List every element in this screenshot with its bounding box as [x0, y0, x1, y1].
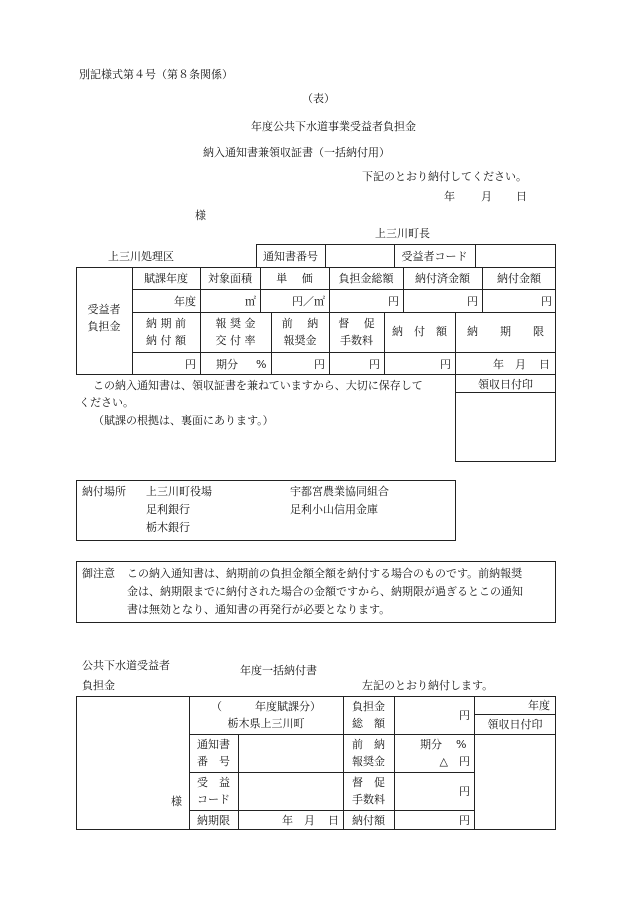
header-prepay-incentive-1: 前 納: [281, 317, 319, 330]
page-title: 年度公共下水道事業受益者負担金: [251, 120, 416, 133]
stub-reminder-label-2: 手数料: [352, 793, 385, 806]
stub-deadline-day: 日: [328, 814, 339, 827]
note-line-1: この納入通知書は、領収証書を兼ねていますから、大切に保存して: [93, 379, 423, 392]
stub-deadline-year: 年: [282, 814, 293, 827]
beneficiary-charge-label-1: 受益者: [87, 303, 121, 316]
issuer-name: 上三川町長: [375, 227, 430, 240]
instruction-text: 下記のとおり納付してください。: [362, 170, 527, 183]
payment-place: 栃木銀行: [146, 521, 190, 534]
stub-levy-year: （ 年度賦課分）: [211, 700, 321, 713]
stub-notice-no-label-2: 番 号: [197, 755, 230, 768]
deadline-year: 年: [493, 358, 504, 371]
stub-percent-unit: %: [456, 738, 467, 751]
stub-center-title: 年度一括納付書: [240, 664, 317, 677]
stub-code-label-2: コード: [197, 793, 230, 806]
header-incentive-rate-2: 交 付 率: [215, 334, 256, 347]
stub-receipt-stamp-label: 領収日付印: [487, 718, 543, 731]
header-deadline: 納 期 限: [467, 325, 544, 338]
stub-code-label-1: 受 益: [197, 776, 230, 789]
unit-paid-yen: 円: [467, 295, 478, 308]
header-paid-amount: 納付済金額: [415, 272, 470, 285]
unit-year: 年度: [174, 295, 196, 308]
header-prepay-amount-1: 納 期 前: [146, 317, 186, 330]
stub-pay-amount-yen: 円: [459, 814, 470, 827]
caution-line-2: 金は、納期限までに納付された場合の金額ですから、納期限が過ぎるとこの通知: [127, 585, 523, 598]
header-incentive-rate-1: 報 奨 金: [215, 317, 256, 330]
form-id: 別記様式第４号（第８条関係）: [79, 68, 233, 81]
unit-percent: %: [256, 358, 267, 371]
caution-line-3: 書は無効となり、通知書の再発行が必要となります。: [127, 603, 391, 616]
stub-total-label-2: 総 額: [352, 717, 385, 730]
beneficiary-charge-label-2: 負担金: [87, 320, 121, 333]
unit-fee-yen: 円: [369, 358, 380, 371]
payment-place: 足利銀行: [146, 503, 190, 516]
stub-prepay-label-2: 報奨金: [352, 755, 385, 768]
unit-period: 期分: [216, 358, 238, 371]
header-reminder-fee-2: 手数料: [340, 334, 373, 347]
header-total-charge: 負担金総額: [338, 272, 394, 285]
date-day: 日: [516, 190, 527, 203]
stub-deadline-month: 月: [304, 814, 315, 827]
unit-price: 円／㎡: [292, 295, 325, 308]
header-payment-total: 納 付 額: [392, 325, 447, 338]
stub-fee-yen: 円: [459, 785, 470, 798]
header-prepay-amount-2: 納 付 額: [146, 334, 186, 347]
unit-total-yen: 円: [388, 295, 399, 308]
unit-payment-yen: 円: [541, 295, 552, 308]
stub-deadline-label: 納期限: [197, 814, 230, 827]
header-payment-amount: 納付金額: [497, 272, 541, 285]
stub-year-label: 年度: [528, 699, 550, 712]
unit-incentive-yen: 円: [314, 358, 325, 371]
stub-period-unit: 期分: [420, 738, 442, 751]
header-reminder-fee-1: 督 促: [338, 317, 375, 330]
deadline-month: 月: [515, 358, 526, 371]
stub-title-line-2: 負担金: [82, 679, 115, 692]
unit-payment-total-yen: 円: [440, 358, 451, 371]
unit-prepay-yen: 円: [185, 358, 196, 371]
stub-total-yen: 円: [459, 709, 470, 722]
note-line-2: ください。: [79, 396, 134, 409]
stub-notice-no-label-1: 通知書: [197, 738, 230, 751]
stub-title-line-1: 公共下水道受益者: [82, 659, 170, 672]
caution-label: 御注意: [82, 567, 115, 580]
payment-places-box: [76, 480, 456, 541]
payment-place: 宇都宮農業協同組合: [290, 485, 389, 498]
page-subtitle: 納入通知書兼領収証書（一括納付用）: [203, 146, 390, 159]
beneficiary-code-label: 受益者コード: [401, 250, 468, 263]
payment-places-label: 納付場所: [82, 485, 126, 498]
notice-number-label: 通知書番号: [263, 250, 318, 263]
stub-addressee-suffix: 様: [171, 795, 182, 808]
payment-place: 足利小山信用金庫: [290, 503, 378, 516]
stub-incentive-yen: △ 円: [439, 755, 470, 768]
district-name: 上三川処理区: [108, 250, 174, 263]
addressee-suffix: 様: [195, 209, 206, 222]
header-prepay-incentive-2: 報奨金: [283, 334, 317, 347]
unit-area: ㎡: [245, 295, 256, 308]
caution-line-1: この納入通知書は、納期前の負担金額全額を納付する場合のものです。前納報奨: [127, 567, 523, 580]
stub-address: 栃木県上三川町: [227, 717, 305, 730]
stub-right-text: 左記のとおり納付します。: [362, 679, 494, 692]
front-label: （表）: [302, 92, 335, 105]
date-year: 年: [444, 190, 455, 203]
header-area: 対象面積: [208, 272, 252, 285]
date-month: 月: [481, 190, 492, 203]
note-line-3: （賦課の根拠は、裏面にあります。）: [93, 414, 274, 427]
header-levy-year: 賦課年度: [144, 272, 188, 285]
stub-reminder-label-1: 督 促: [352, 776, 385, 789]
stub-prepay-label-1: 前 納: [352, 738, 385, 751]
payment-place: 上三川町役場: [146, 485, 212, 498]
header-unit-price: 単 価: [276, 272, 313, 285]
stub-total-label-1: 負担金: [352, 700, 385, 713]
deadline-day: 日: [539, 358, 550, 371]
stub-pay-amount-label: 納付額: [352, 814, 385, 827]
receipt-stamp-label: 領収日付印: [478, 378, 533, 391]
